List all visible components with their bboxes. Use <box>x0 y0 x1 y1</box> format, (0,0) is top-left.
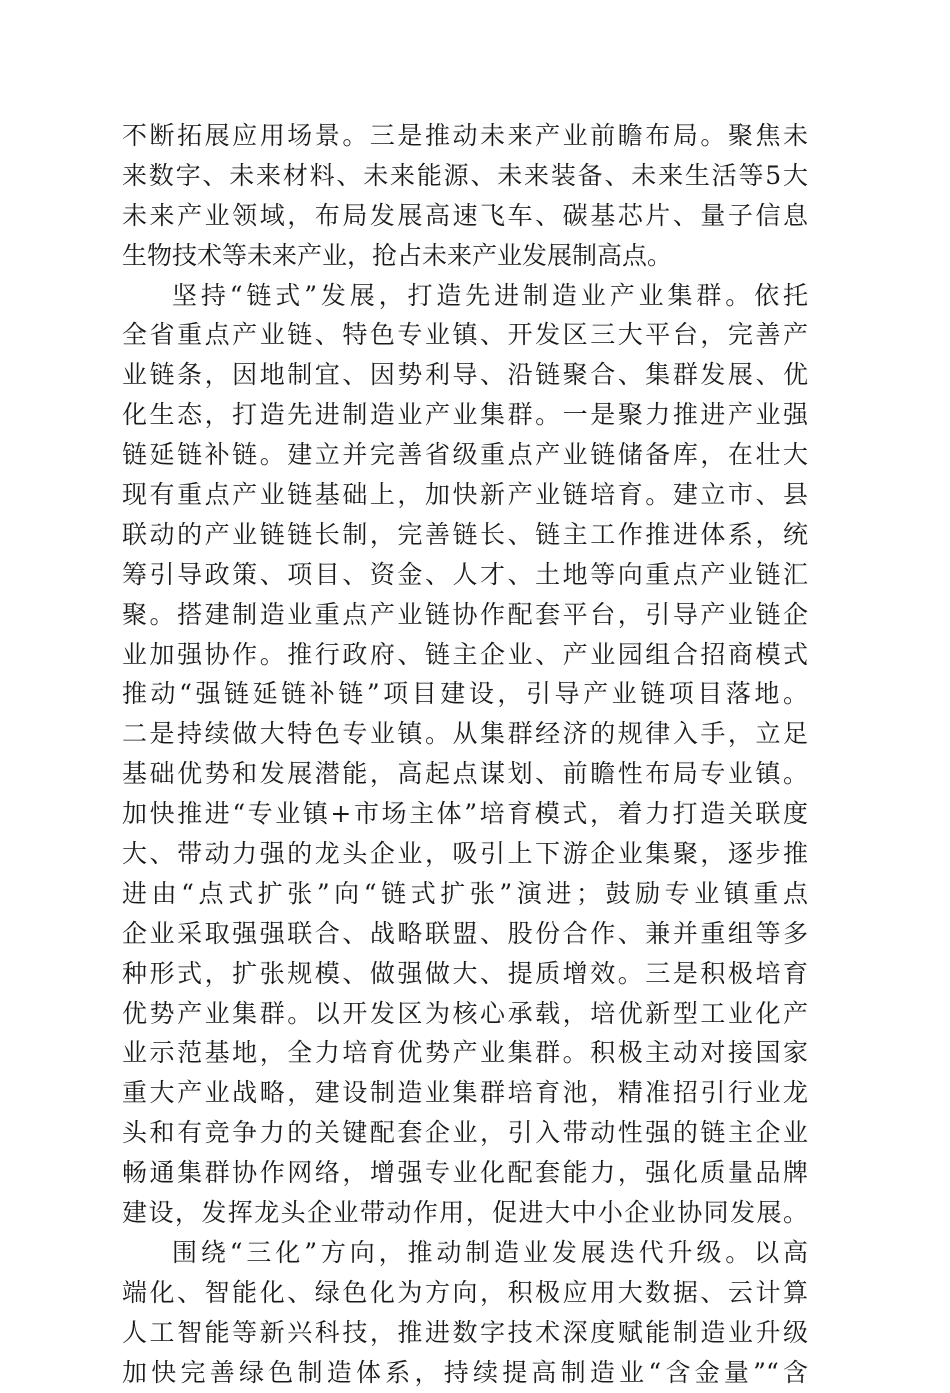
text-line: 全省重点产业链、特色专业镇、开发区三大平台，完善产 <box>122 320 808 350</box>
text-line: 筹引导政策、项目、资金、人才、土地等向重点产业链汇 <box>122 559 808 589</box>
text-line: 人工智能等新兴科技，推进数字技术深度赋能制造业升级 <box>122 1317 808 1347</box>
text-line: 业链条，因地制宜、因势利导、沿链聚合、集群发展、优 <box>122 360 808 390</box>
text-line: 生物技术等未来产业，抢占未来产业发展制高点。 <box>122 240 673 270</box>
text-line: 加快推进“专业镇+市场主体”培育模式，着力打造关联度 <box>122 799 808 829</box>
text-line: 推动“强链延链补链”项目建设，引导产业链项目落地。 <box>122 679 808 709</box>
text-line: 建设，发挥龙头企业带动作用，促进大中小企业协同发展。 <box>122 1198 808 1228</box>
text-line: 不断拓展应用场景。三是推动未来产业前瞻布局。聚焦未 <box>122 121 808 150</box>
text-line: 二是持续做大特色专业镇。从集群经济的规律入手，立足 <box>122 719 808 749</box>
text-line: 业示范基地，全力培育优势产业集群。积极主动对接国家 <box>122 1038 808 1068</box>
text-line: 未来产业领域，布局发展高速飞车、碳基芯片、量子信息 <box>122 200 808 230</box>
text-line: 聚。搭建制造业重点产业链协作配套平台，引导产业链企 <box>122 599 808 629</box>
text-line: 围绕“三化”方向，推动制造业发展迭代升级。以高 <box>172 1237 808 1267</box>
text-line: 来数字、未来材料、未来能源、未来装备、未来生活等5大 <box>122 160 808 190</box>
text-line: 坚持“链式”发展，打造先进制造业产业集群。依托 <box>172 280 808 310</box>
text-line: 大、带动力强的龙头企业，吸引上下游企业集聚，逐步推 <box>122 839 808 869</box>
text-line: 优势产业集群。以开发区为核心承载，培优新型工业化产 <box>122 998 808 1028</box>
text-line: 种形式，扩张规模、做强做大、提质增效。三是积极培育 <box>122 958 808 988</box>
text-line: 端化、智能化、绿色化为方向，积极应用大数据、云计算 <box>122 1277 808 1307</box>
text-line: 头和有竞争力的关键配套企业，引入带动性强的链主企业 <box>122 1118 808 1148</box>
text-line: 进由“点式扩张”向“链式扩张”演进；鼓励专业镇重点 <box>122 878 808 908</box>
body-text <box>122 116 808 1393</box>
text-line: 联动的产业链链长制，完善链长、链主工作推进体系，统 <box>122 519 808 549</box>
text-line: 基础优势和发展潜能，高起点谋划、前瞻性布局专业镇。 <box>122 759 808 789</box>
text-line: 业加强协作。推行政府、链主企业、产业园组合招商模式 <box>122 639 808 669</box>
text-line: 加快完善绿色制造体系，持续提高制造业“含金量”“含 <box>122 1357 808 1387</box>
text-line: 化生态，打造先进制造业产业集群。一是聚力推进产业强 <box>122 400 808 430</box>
text-line: 企业采取强强联合、战略联盟、股份合作、兼并重组等多 <box>122 918 808 948</box>
text-line: 现有重点产业链基础上，加快新产业链培育。建立市、县 <box>122 480 808 510</box>
text-line: 畅通集群协作网络，增强专业化配套能力，强化质量品牌 <box>122 1158 808 1188</box>
text-line: 重大产业战略，建设制造业集群培育池，精准招引行业龙 <box>122 1078 808 1108</box>
text-line: 链延链补链。建立并完善省级重点产业链储备库，在壮大 <box>122 440 808 470</box>
